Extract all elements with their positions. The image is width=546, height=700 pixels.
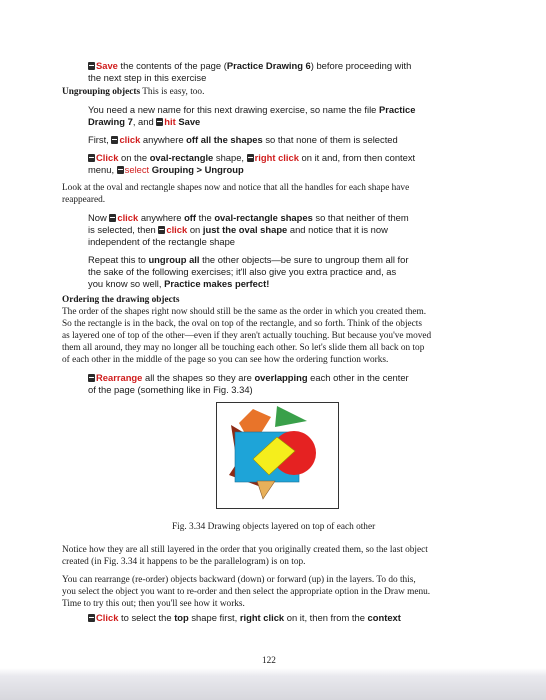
step-click-top (88, 612, 401, 624)
text-bold: off (184, 212, 197, 223)
step-right-click (88, 152, 415, 164)
text-bold: right click (239, 612, 285, 623)
mouse-icon (88, 62, 95, 70)
body-text: Notice how they are all still layered in the order that you originally created them, so the last object (62, 545, 428, 555)
body-text: You can rearrange (re-order) objects backward (down) or forward (up) in the layers. To do this, (62, 575, 416, 585)
body-text: The order of the shapes right now should still be the same as the order in which you created them. (62, 307, 427, 317)
text: on the (118, 152, 150, 163)
text: menu, (88, 164, 117, 175)
text-bold: top (174, 612, 189, 623)
text-bold: oval-rectangle shapes (214, 212, 313, 223)
text-bold: off all the shapes (186, 134, 263, 145)
body-text: of each other in the middle of the page so you can see how the ordering function works. (62, 355, 389, 365)
text: so that neither of them (312, 212, 409, 223)
text: You need a new name for this next drawing exercise, so name the file (88, 104, 379, 115)
step-save-cont: the next step in this exercise (88, 72, 207, 83)
text: the (196, 212, 215, 223)
mouse-icon (88, 374, 95, 382)
step-rearrange-cont: of the page (something like in Fig. 3.34) (88, 384, 253, 395)
text: you know so well, (88, 278, 165, 289)
step-now-click-cont: independent of the rectangle shape (88, 236, 235, 247)
para-rename-cont (88, 116, 200, 128)
click-keyword: click (166, 224, 188, 235)
body-text: Look at the oval and rectangle shapes now and notice that all the handles for each shape have (62, 183, 410, 193)
text: shape first, (188, 612, 240, 623)
click-keyword: Click (96, 612, 119, 623)
text-bold: Save (175, 116, 201, 127)
text: ) before proceeding with (310, 60, 412, 71)
text: , and (132, 116, 157, 127)
hit-keyword: hit (164, 116, 176, 127)
click-keyword: click (117, 212, 139, 223)
body-text: reappeared. (62, 195, 106, 205)
mouse-icon (111, 136, 118, 144)
text: Repeat this to (88, 254, 149, 265)
layered-shapes-illustration (217, 403, 338, 508)
text: the contents of the page ( (117, 60, 227, 71)
select-keyword: select (124, 164, 150, 175)
text: on (187, 224, 203, 235)
para-rename (88, 104, 415, 116)
right-click-keyword: right click (254, 152, 299, 163)
body-text: them all around, they may no longer all be touching each other. So let's slide them all back on top (62, 343, 425, 353)
body-text: as layered one of top of the other—even if they aren't actually touching. But because you've moved (62, 331, 432, 341)
text-bold: ungroup all (148, 254, 200, 265)
step-rearrange (88, 372, 409, 384)
heading-ungrouping: Ungrouping objects (62, 87, 141, 97)
text: so that none of them is selected (262, 134, 398, 145)
text: Now (88, 212, 110, 223)
orange-triangle (257, 481, 275, 499)
rearrange-keyword: Rearrange (96, 372, 143, 383)
text-bold: Practice makes perfect! (164, 278, 270, 289)
mouse-icon (88, 614, 95, 622)
step-now-click (88, 212, 409, 224)
body-text: So the rectangle is in the back, the oval on top of the rectangle, and so forth. Think of the objects (62, 319, 422, 329)
para-repeat-cont (88, 278, 269, 290)
mouse-icon (117, 166, 124, 174)
text: each other in the center (307, 372, 409, 383)
para-repeat (88, 254, 408, 266)
text-bold: Practice Drawing 6 (226, 60, 311, 71)
step-now-click-cont (88, 224, 388, 236)
body-text: you select the object you want to re-order and then select the appropriate option in the Draw menu. (62, 587, 431, 597)
page-number: 122 (262, 656, 276, 666)
body-text: Time to try this out; then you'll see how it works. (62, 599, 245, 609)
text: on it, then from the (284, 612, 368, 623)
mouse-icon (156, 118, 163, 126)
section-ungrouping (62, 86, 204, 98)
text: This is easy, too. (140, 87, 205, 97)
step-first-click (88, 134, 398, 146)
mouse-icon (88, 154, 95, 162)
mouse-icon (158, 226, 165, 234)
figure-3-34 (216, 402, 339, 509)
green-triangle (275, 406, 307, 427)
click-keyword: Click (96, 152, 119, 163)
save-keyword: Save (96, 60, 118, 71)
text-bold: overlapping (254, 372, 308, 383)
text: and notice that it is now (287, 224, 388, 235)
text: shape, (213, 152, 247, 163)
text: First, (88, 134, 112, 145)
menu-path: Grouping > Ungroup (149, 164, 244, 175)
para-repeat-cont: the sake of the following exercises; it'll also give you extra practice and, as (88, 266, 397, 277)
text: on it and, from then context (298, 152, 416, 163)
mouse-icon (247, 154, 254, 162)
text: anywhere (140, 134, 187, 145)
figure-caption: Fig. 3.34 Drawing objects layered on top of each other (172, 522, 376, 532)
text-bold: oval-rectangle (149, 152, 214, 163)
body-text: created (in Fig. 3.34 it happens to be the parallelogram) is on top. (62, 557, 306, 567)
text: the other objects—be sure to ungroup them all for (199, 254, 409, 265)
text-bold: context (367, 612, 401, 623)
text-bold: Practice (378, 104, 416, 115)
text: is selected, then (88, 224, 159, 235)
step-save (88, 60, 411, 72)
step-right-click-cont (88, 164, 244, 176)
mouse-icon (109, 214, 116, 222)
text-bold: just the oval shape (202, 224, 288, 235)
heading-ordering: Ordering the drawing objects (62, 295, 180, 305)
text-bold: Drawing 7 (88, 116, 133, 127)
text: anywhere (138, 212, 185, 223)
click-keyword: click (119, 134, 141, 145)
text: all the shapes so they are (142, 372, 255, 383)
text: to select the (118, 612, 175, 623)
